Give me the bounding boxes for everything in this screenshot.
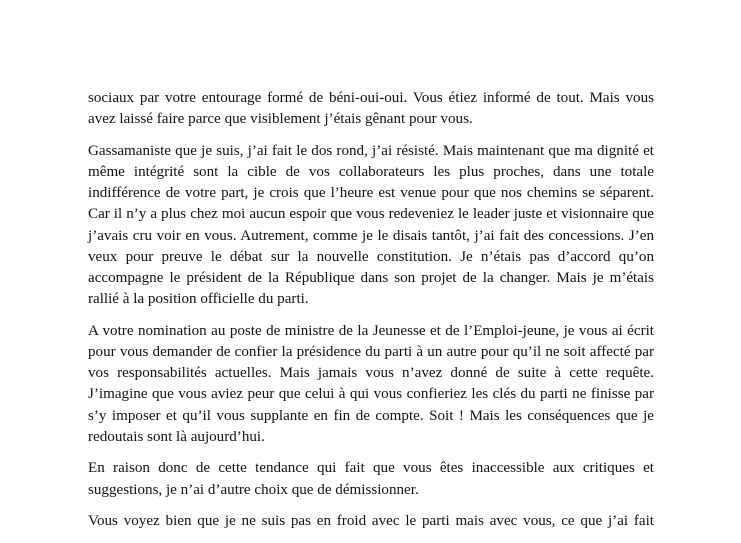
paragraph-5-partial: Vous voyez bien que je ne suis pas en froid avec le parti mais avec vous, ce que j’ai fait — [88, 513, 654, 530]
letter-body — [88, 88, 654, 543]
paragraph-1: sociaux par votre entourage formé de béni-oui-oui. Vous étiez informé de tout. Mais vous avez laissé faire parce que visiblement j’étais gênant pour vous. — [88, 90, 654, 128]
paragraph-2: Gassamaniste que je suis, j’ai fait le dos rond, j’ai résisté. Mais maintenant que ma dignité et même intégrité sont la cible de vos collaborateurs les plus proches, dans une totale indifférence de votre part, je crois que l’heure est venue pour que nos chemins se séparent. Car il n’y a plus chez moi aucun espoir que vous redeveniez le leader juste et visionnaire que j’avais cru voir en vous. Autrement, comme je le disais tantôt, j’ai fait des concessions. J’en veux pour preuve le débat sur la nouvelle constitution. Je n’étais pas d’accord qu’on accompagne le président de la République dans son projet de la changer. Mais je m’étais rallié à la position officielle du parti. — [88, 142, 654, 308]
paragraph-3: A votre nomination au poste de ministre de la Jeunesse et de l’Emploi-jeune, je vous ai écrit pour vous demander de confier la présidence du parti à un autre pour qu’il ne soit affecté par vos responsabilités actuelles. Mais jamais vous n’avez donné de suite à cette requête. J’imagine que vous aviez peur que celui à qui vous confieriez les clés du parti ne finisse par s’y imposer et qu’il vous supplante en fin de compte. Soit ! Mais les conséquences que je redoutais sont là aujourd’hui. — [88, 322, 654, 445]
paragraph-4: En raison donc de cette tendance qui fait que vous êtes inaccessible aux critiques et suggestions, je n’ai d’autre choix que de démissionner. — [88, 460, 654, 498]
